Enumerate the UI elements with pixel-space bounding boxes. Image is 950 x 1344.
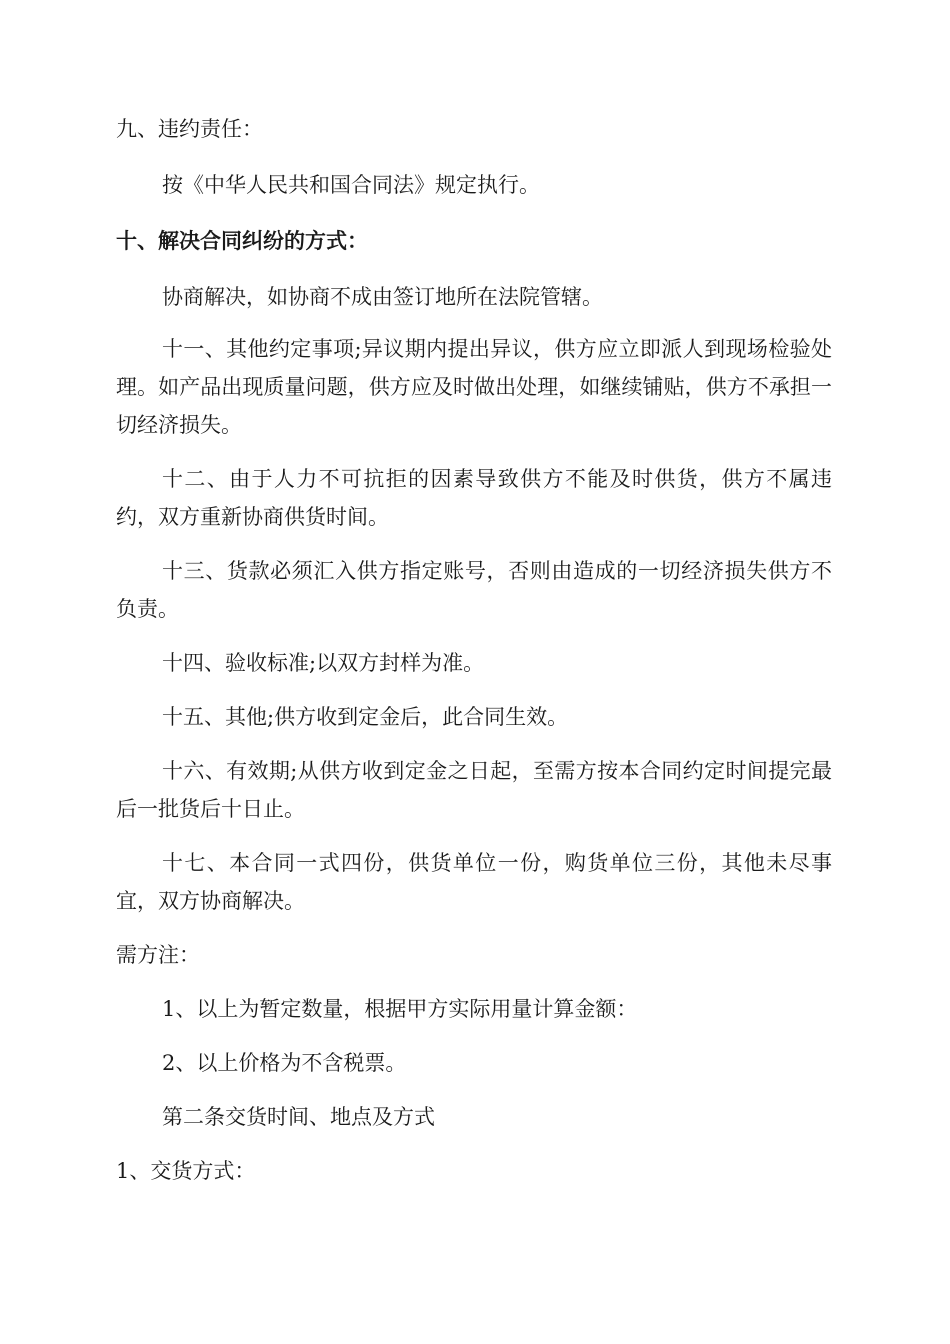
paragraph-breach-liability: 按《中华人民共和国合同法》规定执行。 — [162, 173, 540, 197]
heading-buyer-notes: 需方注： — [116, 943, 200, 967]
note-item-1: 1、以上为暂定数量，根据甲方实际用量计算金额： — [162, 997, 638, 1021]
paragraph-validity-period: 十六、有效期;从供方收到定金之日起，至需方按本合同约定时间提完最后一批货后十日止。 — [116, 759, 832, 821]
section-heading-dispute-resolution: 十、解决合同纠纷的方式： — [116, 229, 368, 253]
paragraph-acceptance-standard: 十四、验收标准;以双方封样为准。 — [162, 651, 485, 675]
paragraph-copies: 十七、本合同一式四份，供货单位一份，购货单位三份，其他未尽事宜，双方协商解决。 — [116, 851, 832, 913]
note-item-2: 2、以上价格为不含税票。 — [162, 1051, 407, 1075]
paragraph-other-agreements: 十一、其他约定事项;异议期内提出异议，供方应立即派人到现场检验处理。如产品出现质量问题，供方应及时做出处理，如继续铺贴，供方不承担一切经济损失。 — [116, 337, 832, 437]
delivery-method-heading: 1、交货方式： — [116, 1159, 256, 1183]
paragraph-force-majeure: 十二、由于人力不可抗拒的因素导致供方不能及时供货，供方不属违约，双方重新协商供货时间。 — [116, 467, 832, 529]
paragraph-dispute-resolution: 协商解决，如协商不成由签订地所在法院管辖。 — [162, 285, 603, 309]
article-2-heading: 第二条交货时间、地点及方式 — [162, 1105, 435, 1129]
paragraph-contract-effective: 十五、其他;供方收到定金后，此合同生效。 — [162, 705, 569, 729]
paragraph-payment-account: 十三、货款必须汇入供方指定账号，否则由造成的一切经济损失供方不负责。 — [116, 559, 832, 621]
section-heading-breach-liability: 九、违约责任： — [116, 117, 263, 141]
